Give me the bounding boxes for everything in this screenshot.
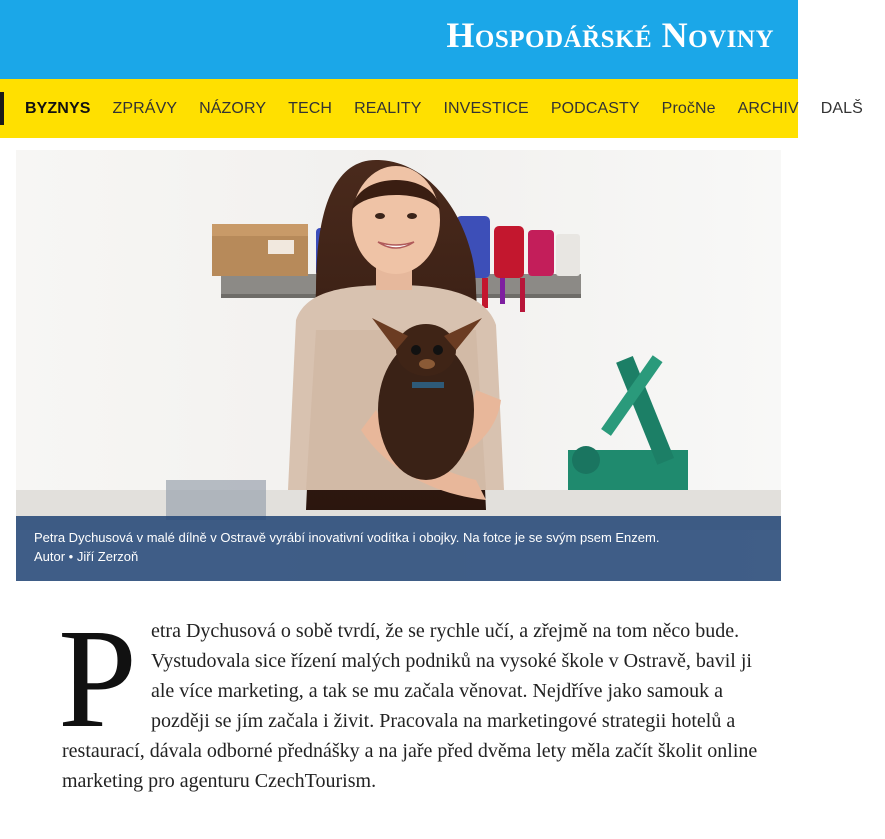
nav-item-dalsi[interactable]: DALŠ (820, 99, 863, 117)
site-header (0, 0, 798, 79)
nav-item-procne[interactable]: PročNe (661, 99, 716, 117)
article-paragraph: etra Dychusová o sobě tvrdí, že se rychle učí, a zřejmě na tom něco bude. Vystudovala sice řízení malých podniků na vysoké škole v Ostravě, bavil ji ale více marketing, a tak se mu začala věnovat. Nejdříve jako samouk a později se jím začala i živit. Pracovala na marketingové strategii hotelů a restaurací, dávala odborné přednášky a na jaře před dvěma lety měla začít školit online marketing pro agenturu CzechTourism. (62, 620, 758, 792)
nav-edge-marker (0, 92, 4, 125)
photo-caption (16, 516, 781, 581)
article-body (58, 599, 762, 796)
main-navigation (0, 79, 863, 138)
nav-item-archiv[interactable]: ARCHIV (737, 99, 799, 117)
nav-item-podcasty[interactable]: PODCASTY (550, 99, 640, 117)
hero-photo[interactable] (16, 150, 781, 581)
ribbon-roll-red (494, 226, 524, 278)
nav-item-byznys[interactable]: BYZNYS (25, 99, 91, 117)
nav-item-nazory[interactable]: NÁZORY (199, 99, 267, 117)
site-logo[interactable]: Hospodářské Noviny (446, 15, 774, 55)
photo-credit: Autor • Jiří Zerzoň (34, 549, 139, 564)
nav-item-investice[interactable]: INVESTICE (443, 99, 529, 117)
nav-item-reality[interactable]: REALITY (354, 99, 422, 117)
article-dropcap: P (58, 599, 137, 757)
nav-item-tech[interactable]: TECH (288, 99, 333, 117)
photo-caption-text: Petra Dychusová v malé dílně v Ostravě vyrábí inovativní vodítka i obojky. Na fotce je se svým psem Enzem. (34, 530, 660, 545)
nav-item-zpravy[interactable]: ZPRÁVY (112, 99, 178, 117)
nav-list (25, 79, 885, 138)
